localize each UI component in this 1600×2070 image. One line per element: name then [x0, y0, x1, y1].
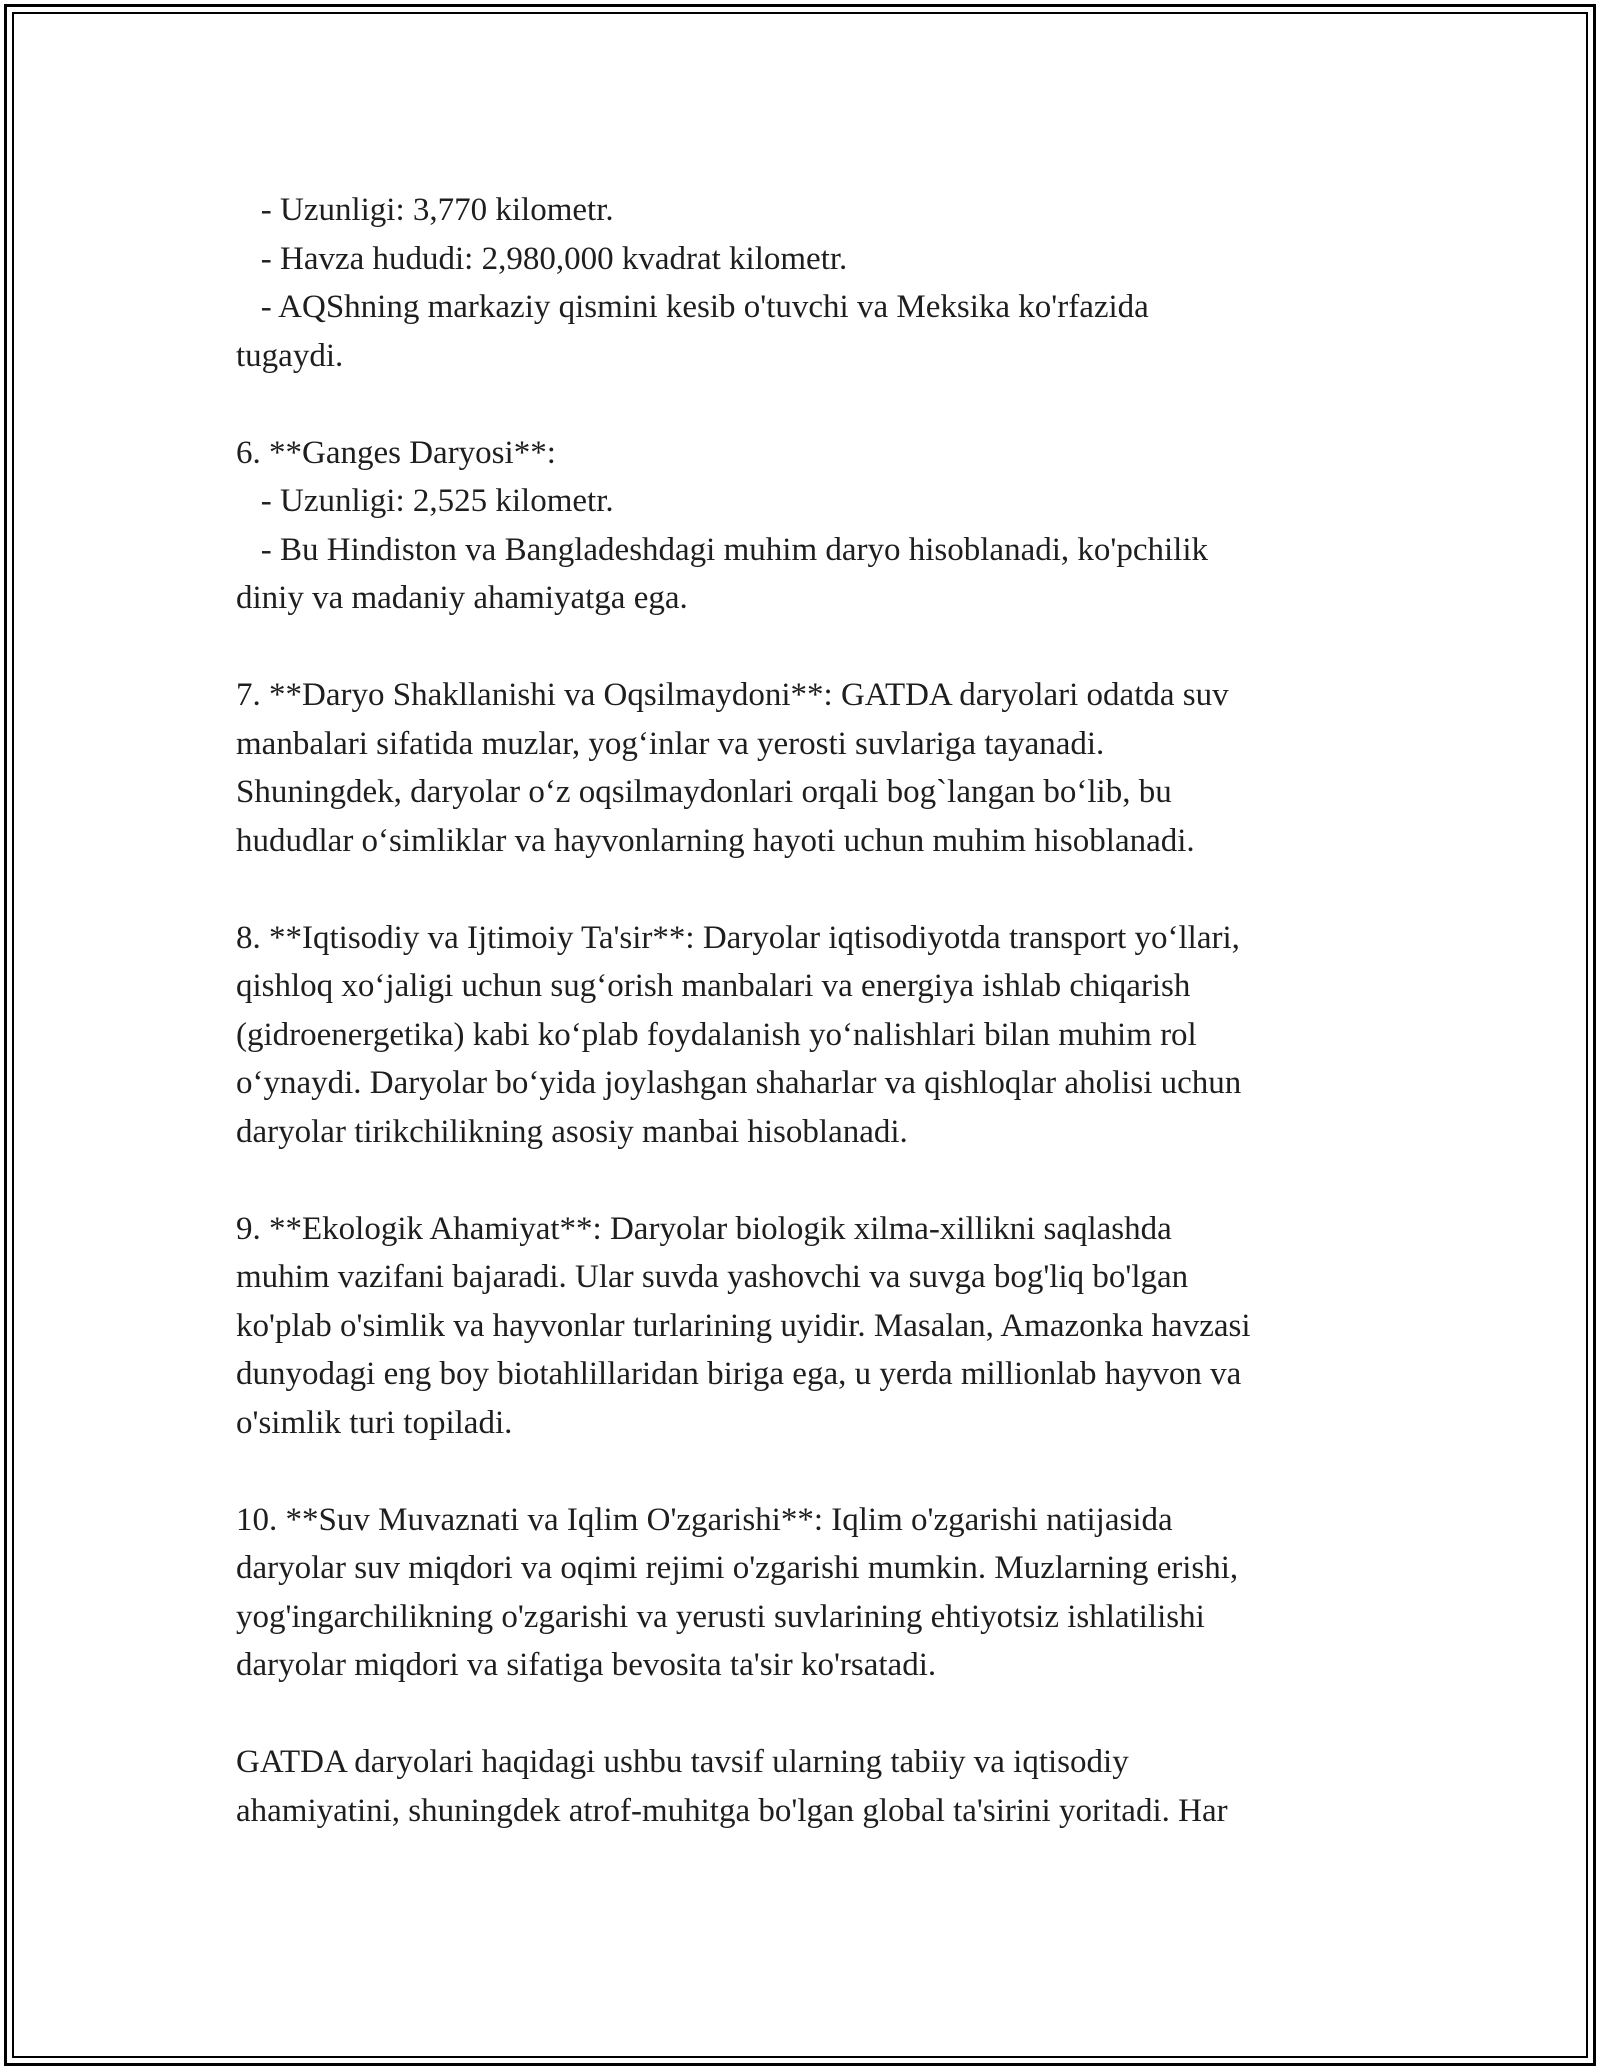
text-line: tugaydi. — [236, 337, 344, 374]
text-line: 9. **Ekologik Ahamiyat**: Daryolar biologik xilma-xillikni saqlashda — [236, 1210, 1172, 1247]
document-body — [236, 186, 1386, 1835]
text-line: - Bu Hindiston va Bangladeshdagi muhim daryo hisoblanadi, ko'pchilik — [236, 531, 1208, 568]
text-line: daryolar suv miqdori va oqimi rejimi o'zgarishi mumkin. Muzlarning erishi, — [236, 1550, 1239, 1586]
text-line: yog'ingarchilikning o'zgarishi va yerusti suvlarining ehtiyotsiz ishlatilishi — [236, 1598, 1205, 1635]
paragraph-gap — [236, 1156, 1386, 1205]
paragraph-gap — [236, 623, 1386, 672]
text-line: ahamiyatini, shuningdek atrof-muhitga bo'lgan global ta'sirini yoritadi. Har — [236, 1792, 1228, 1829]
paragraph-gap — [236, 380, 1386, 429]
paragraph-gap — [236, 1447, 1386, 1496]
text-line: 8. **Iqtisodiy va Ijtimoiy Ta'sir**: Daryolar iqtisodiyotda transport yo‘llari, — [236, 919, 1240, 956]
text-line: qishloq xo‘jaligi uchun sug‘orish manbalari va energiya ishlab chiqarish — [236, 968, 1191, 1004]
text-line: - AQShning markaziy qismini kesib o'tuvchi va Meksika ko'rfazida — [236, 289, 1149, 325]
text-line: - Uzunligi: 3,770 kilometr. — [236, 192, 614, 228]
text-line: 10. **Suv Muvaznati va Iqlim O'zgarishi**: Iqlim o'zgarishi natijasida — [236, 1501, 1173, 1538]
text-line: o‘ynaydi. Daryolar bo‘yida joylashgan shaharlar va qishloqlar aholisi uchun — [236, 1065, 1242, 1101]
text-line: ko'plab o'simlik va hayvonlar turlarining uyidir. Masalan, Amazonka havzasi — [236, 1307, 1251, 1344]
text-line: hududlar o‘simliklar va hayvonlarning hayoti uchun muhim hisoblanadi. — [236, 822, 1195, 859]
text-line: Shuningdek, daryolar o‘z oqsilmaydonlari orqali bog`langan bo‘lib, bu — [236, 774, 1172, 810]
text-line: - Havza hududi: 2,980,000 kvadrat kilometr. — [236, 240, 848, 277]
text-line: dunyodagi eng boy biotahlillaridan biriga ega, u yerda millionlab hayvon va — [236, 1356, 1242, 1392]
text-line: muhim vazifani bajaradi. Ular suvda yashovchi va suvga bog'liq bo'lgan — [236, 1259, 1189, 1295]
text-line: o'simlik turi topiladi. — [236, 1404, 513, 1441]
text-line: 7. **Daryo Shakllanishi va Oqsilmaydoni**: GATDA daryolari odatda suv — [236, 677, 1229, 713]
paragraph-gap — [236, 865, 1386, 914]
text-line: diniy va madaniy ahamiyatga ega. — [236, 580, 688, 616]
text-line: - Uzunligi: 2,525 kilometr. — [236, 483, 614, 519]
text-line: daryolar miqdori va sifatiga bevosita ta'sir ko'rsatadi. — [236, 1647, 937, 1683]
text-line: 6. **Ganges Daryosi**: — [236, 434, 556, 471]
paragraph-gap — [236, 1690, 1386, 1739]
text-line: daryolar tirikchilikning asosiy manbai hisoblanadi. — [236, 1113, 908, 1150]
text-line: (gidroenergetika) kabi ko‘plab foydalanish yo‘nalishlari bilan muhim rol — [236, 1016, 1197, 1053]
text-line: manbalari sifatida muzlar, yog‘inlar va yerosti suvlariga tayanadi. — [236, 725, 1105, 762]
text-line: GATDA daryolari haqidagi ushbu tavsif ularning tabiiy va iqtisodiy — [236, 1744, 1129, 1780]
